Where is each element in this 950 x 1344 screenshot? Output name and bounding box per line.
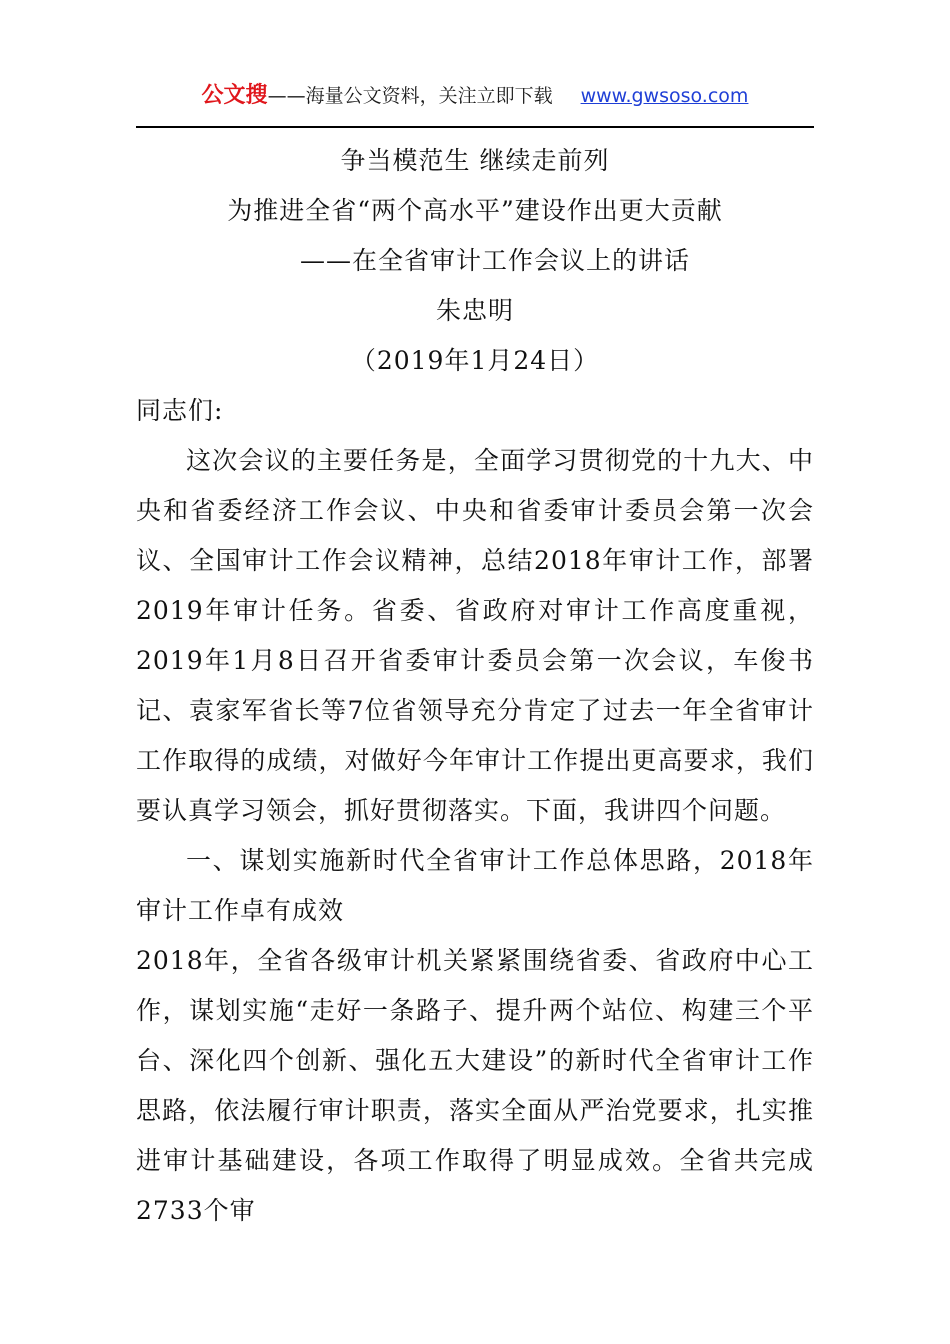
brand-logo-text: 公文搜 <box>201 83 268 108</box>
document-occasion: ——在全省审计工作会议上的讲话 <box>299 246 690 275</box>
salutation: 同志们: <box>136 396 224 425</box>
document-author: 朱忠明 <box>435 296 514 325</box>
speech-text <box>136 386 814 1236</box>
site-header <box>0 82 950 110</box>
document-subtitle: 为推进全省“两个高水平”建设作出更大贡献 <box>227 196 723 225</box>
header-divider <box>136 126 814 128</box>
document-title: 争当模范生 继续走前列 <box>340 146 610 175</box>
document-date: （2019年1月24日） <box>350 346 600 375</box>
paragraph-intro: 这次会议的主要任务是，全面学习贯彻党的十九大、中央和省委经济工作会议、中央和省委审计委员会第一次会议、全国审计工作会议精神，总结2018年审计工作，部署2019年审计任务。省委、省政府对审计工作高度重视，2019年1月8日召开省委审计委员会第一次会议，车俊书记、袁家军省长等7位省领导充分肯定了过去一年全省审计工作取得的成绩，对做好今年审计工作提出更高要求，我们要认真学习领会，抓好贯彻落实。下面，我讲四个问题。 <box>136 446 814 825</box>
header-slogan: ——海量公文资料，关注立即下载 <box>267 85 553 107</box>
paragraph-2018-summary: 2018年，全省各级审计机关紧紧围绕省委、省政府中心工作，谋划实施“走好一条路子、提升两个站位、构建三个平台、深化四个创新、强化五大建设”的新时代全省审计工作思路，依法履行审计职责，落实全面从严治党要求，扎实推进审计基础建设，各项工作取得了明显成效。全省共完成2733个审 <box>136 946 814 1225</box>
document-body <box>136 136 814 1236</box>
section-heading-one: 一、谋划实施新时代全省审计工作总体思路，2018年审计工作卓有成效 <box>136 846 814 925</box>
site-link[interactable]: www.gwsoso.com <box>580 85 749 107</box>
title-block <box>136 136 814 386</box>
